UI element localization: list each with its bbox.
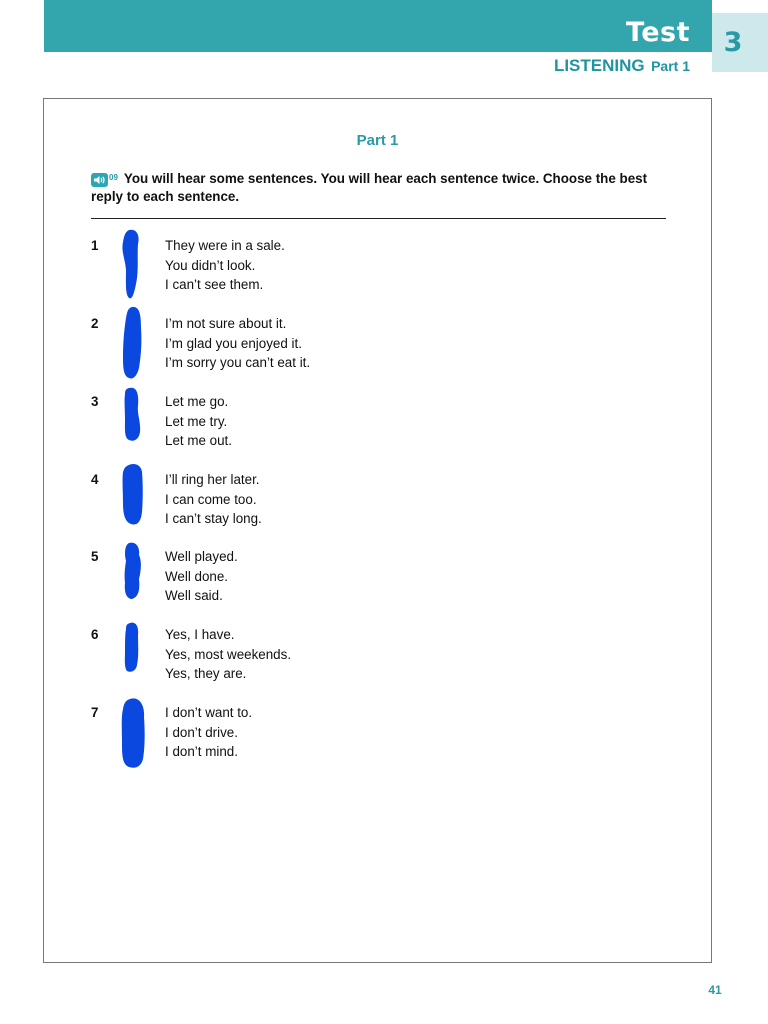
question-number: 7 — [91, 705, 99, 720]
test-number: 3 — [723, 27, 743, 58]
part-heading: Part 1 — [356, 132, 399, 149]
redaction-mark — [115, 228, 155, 308]
option-a[interactable]: Let me go. — [165, 394, 229, 409]
answer-options — [165, 547, 238, 606]
question-number: 2 — [91, 316, 99, 331]
option-a[interactable]: I’ll ring her later. — [165, 472, 260, 487]
question-number: 5 — [91, 549, 99, 564]
redaction-mark — [115, 617, 155, 697]
redaction-mark — [115, 539, 155, 619]
option-c[interactable]: I can’t stay long. — [165, 511, 262, 526]
answer-options — [165, 703, 252, 762]
question-item — [91, 236, 651, 300]
option-a[interactable]: Yes, I have. — [165, 627, 235, 642]
question-item — [91, 392, 651, 456]
instructions-text: You will hear some sentences. You will hear each sentence twice. Choose the best reply to each sentence. — [91, 171, 648, 204]
option-b[interactable]: I don’t drive. — [165, 724, 238, 740]
answer-options — [165, 236, 285, 295]
option-a[interactable]: Well played. — [165, 549, 238, 564]
exercise-frame — [43, 98, 712, 963]
question-item — [91, 703, 651, 767]
question-number: 1 — [91, 238, 99, 253]
redaction-mark — [115, 462, 155, 542]
option-a[interactable]: I’m not sure about it. — [165, 316, 287, 331]
instructions — [91, 169, 666, 206]
question-number: 4 — [91, 472, 99, 487]
page-number: 41 — [708, 983, 722, 997]
option-a[interactable]: I don’t want to. — [165, 705, 253, 720]
question-number: 6 — [91, 627, 99, 642]
question-item — [91, 470, 651, 534]
option-c[interactable]: Well said. — [165, 588, 223, 603]
option-c[interactable]: Let me out. — [165, 433, 232, 448]
redaction-mark — [115, 695, 155, 775]
question-item — [91, 547, 651, 611]
option-c[interactable]: I’m sorry you can’t eat it. — [165, 355, 311, 370]
answer-options — [165, 470, 262, 529]
option-b[interactable]: You didn’t look. — [165, 257, 256, 273]
option-b[interactable]: I can come too. — [165, 491, 257, 507]
option-b[interactable]: I’m glad you enjoyed it. — [165, 335, 302, 351]
section-part: Part 1 — [651, 58, 690, 74]
section-label — [480, 55, 690, 78]
section-name: LISTENING — [553, 56, 645, 75]
option-b[interactable]: Well done. — [165, 568, 229, 584]
option-c[interactable]: I can’t see them. — [165, 277, 264, 292]
question-number: 3 — [91, 394, 99, 409]
option-b[interactable]: Yes, most weekends. — [165, 646, 292, 662]
option-a[interactable]: They were in a sale. — [165, 238, 285, 253]
redaction-mark — [115, 384, 155, 464]
answer-options — [165, 392, 232, 451]
divider — [91, 218, 666, 219]
option-c[interactable]: I don’t mind. — [165, 744, 238, 759]
redaction-mark — [115, 306, 155, 386]
test-title: Test — [625, 17, 690, 48]
speaker-icon[interactable] — [91, 173, 108, 187]
answer-options — [165, 625, 291, 684]
test-number-box — [712, 13, 768, 72]
track-number: 09 — [109, 173, 118, 182]
answer-options — [165, 314, 310, 373]
question-item — [91, 625, 651, 689]
option-b[interactable]: Let me try. — [165, 413, 228, 429]
option-c[interactable]: Yes, they are. — [165, 666, 247, 681]
question-item — [91, 314, 651, 378]
